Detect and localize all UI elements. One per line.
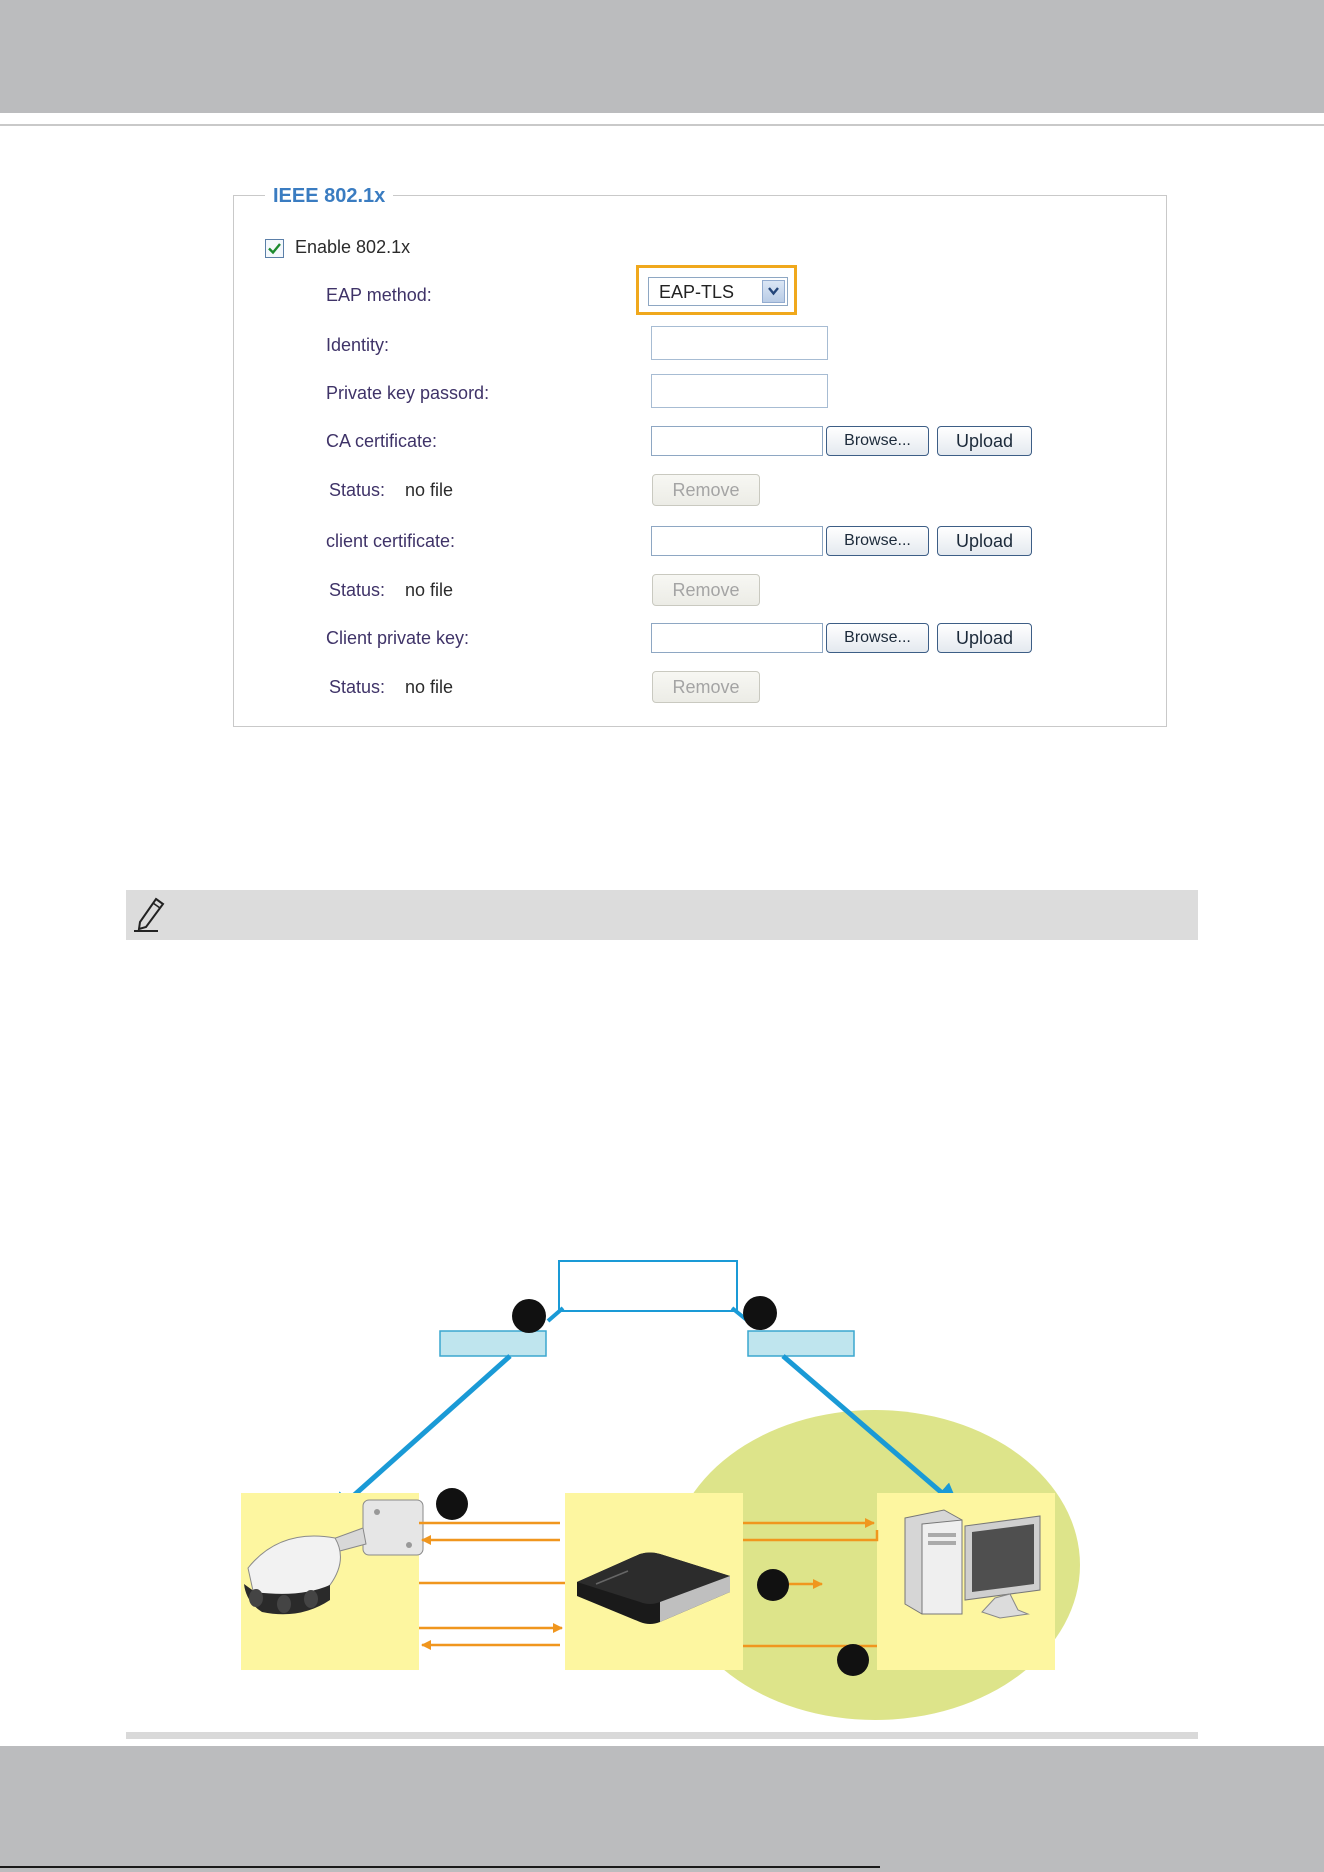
certificate-label-left <box>440 1331 546 1356</box>
client-key-status-value: no file <box>405 677 454 697</box>
client-cert-status-value: no file <box>405 580 454 600</box>
certificate-label-right <box>748 1331 854 1356</box>
client-cert-status-label: Status: <box>329 580 386 600</box>
footer-rule <box>126 1732 1198 1739</box>
certificate-arrow-to-camera <box>333 1356 510 1514</box>
step-marker <box>837 1644 869 1676</box>
enable-8021x-label: Enable 802.1x <box>295 237 411 257</box>
eap-method-value: EAP-TLS <box>659 282 735 302</box>
certificate-authority-box <box>559 1261 737 1311</box>
ca-upload-button[interactable]: Upload <box>937 426 1032 456</box>
client-cert-browse-button[interactable]: Browse... <box>826 526 929 556</box>
eap-method-label: EAP method: <box>326 285 432 305</box>
step-marker <box>757 1569 789 1601</box>
page-footer-band <box>0 1746 1324 1872</box>
ieee-legend: IEEE 802.1x <box>265 182 393 210</box>
footer-line <box>0 1866 880 1868</box>
client-cert-remove-button[interactable]: Remove <box>652 574 760 606</box>
client-key-upload-button[interactable]: Upload <box>937 623 1032 653</box>
ca-certificate-label: CA certificate: <box>326 431 438 451</box>
ca-remove-button[interactable]: Remove <box>652 474 760 506</box>
step-marker <box>743 1296 777 1330</box>
client-certificate-label: client certificate: <box>326 531 456 551</box>
ca-status-label: Status: <box>329 480 386 500</box>
private-key-password-label: Private key passord: <box>326 383 490 403</box>
client-key-remove-button[interactable]: Remove <box>652 671 760 703</box>
ca-browse-button[interactable]: Browse... <box>826 426 929 456</box>
step-marker <box>436 1488 468 1520</box>
identity-label: Identity: <box>326 335 390 355</box>
client-cert-upload-button[interactable]: Upload <box>937 526 1032 556</box>
step-marker <box>512 1299 546 1333</box>
client-key-browse-button[interactable]: Browse... <box>826 623 929 653</box>
client-private-key-label: Client private key: <box>326 628 470 648</box>
ca-status-value: no file <box>405 480 454 500</box>
client-key-status-label: Status: <box>329 677 386 697</box>
